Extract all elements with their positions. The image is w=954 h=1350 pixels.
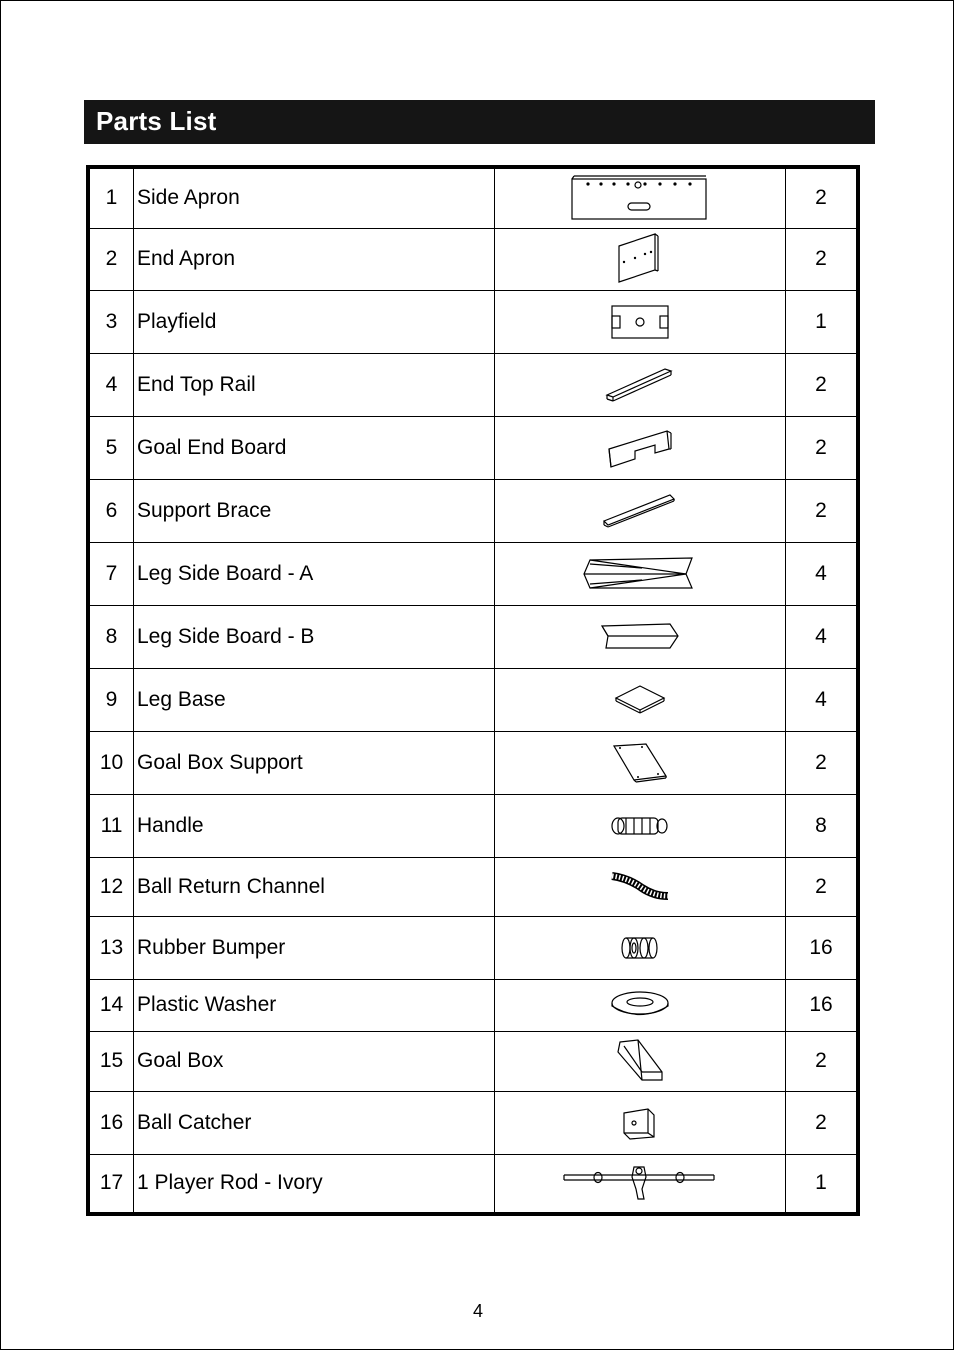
handle-icon	[495, 794, 786, 857]
part-name: Ball Return Channel	[134, 857, 495, 916]
part-name: End Apron	[134, 228, 495, 290]
part-quantity: 2	[786, 228, 859, 290]
ball-return-channel-icon	[495, 857, 786, 916]
part-number: 10	[88, 731, 134, 794]
part-number: 2	[88, 228, 134, 290]
player-rod-icon	[495, 1154, 786, 1214]
goal-box-support-icon	[495, 731, 786, 794]
part-quantity: 4	[786, 605, 859, 668]
part-name: Goal Box	[134, 1031, 495, 1091]
leg-base-icon	[495, 668, 786, 731]
part-name: Ball Catcher	[134, 1091, 495, 1154]
support-brace-icon	[495, 479, 786, 542]
table-row	[88, 353, 858, 416]
part-number: 15	[88, 1031, 134, 1091]
part-quantity: 2	[786, 857, 859, 916]
part-name: Handle	[134, 794, 495, 857]
part-name: Support Brace	[134, 479, 495, 542]
part-name: End Top Rail	[134, 353, 495, 416]
part-name: Playfield	[134, 290, 495, 353]
part-quantity: 16	[786, 916, 859, 979]
part-quantity: 8	[786, 794, 859, 857]
part-quantity: 2	[786, 1031, 859, 1091]
table-row	[88, 605, 858, 668]
parts-table	[86, 165, 860, 1216]
part-name: Goal Box Support	[134, 731, 495, 794]
table-row	[88, 1154, 858, 1214]
part-name: 1 Player Rod - Ivory	[134, 1154, 495, 1214]
end-apron-icon	[495, 228, 786, 290]
goal-end-board-icon	[495, 416, 786, 479]
page-title: Parts List	[96, 106, 217, 136]
table-row	[88, 290, 858, 353]
table-row	[88, 857, 858, 916]
plastic-washer-icon	[495, 979, 786, 1031]
part-name: Plastic Washer	[134, 979, 495, 1031]
part-quantity: 2	[786, 416, 859, 479]
part-quantity: 1	[786, 1154, 859, 1214]
table-row	[88, 979, 858, 1031]
part-name: Leg Base	[134, 668, 495, 731]
table-row	[88, 1031, 858, 1091]
part-number: 7	[88, 542, 134, 605]
table-row	[88, 542, 858, 605]
table-row	[88, 228, 858, 290]
part-quantity: 2	[786, 353, 859, 416]
table-row	[88, 668, 858, 731]
rubber-bumper-icon	[495, 916, 786, 979]
side-apron-icon	[495, 167, 786, 228]
part-number: 3	[88, 290, 134, 353]
table-row	[88, 1091, 858, 1154]
part-number: 4	[88, 353, 134, 416]
part-quantity: 4	[786, 542, 859, 605]
part-number: 17	[88, 1154, 134, 1214]
part-number: 5	[88, 416, 134, 479]
part-number: 8	[88, 605, 134, 668]
part-quantity: 2	[786, 1091, 859, 1154]
part-number: 11	[88, 794, 134, 857]
table-row	[88, 416, 858, 479]
part-number: 13	[88, 916, 134, 979]
table-row	[88, 794, 858, 857]
part-quantity: 1	[786, 290, 859, 353]
part-quantity: 16	[786, 979, 859, 1031]
title-bar	[84, 100, 875, 144]
part-number: 6	[88, 479, 134, 542]
part-number: 9	[88, 668, 134, 731]
part-name: Leg Side Board - A	[134, 542, 495, 605]
leg-side-board-a-icon	[495, 542, 786, 605]
goal-box-icon	[495, 1031, 786, 1091]
part-number: 1	[88, 167, 134, 228]
part-name: Side Apron	[134, 167, 495, 228]
part-name: Leg Side Board - B	[134, 605, 495, 668]
part-quantity: 2	[786, 731, 859, 794]
part-name: Goal End Board	[134, 416, 495, 479]
table-row	[88, 167, 858, 228]
leg-side-board-b-icon	[495, 605, 786, 668]
part-quantity: 2	[786, 479, 859, 542]
ball-catcher-icon	[495, 1091, 786, 1154]
page-number: 4	[472, 1301, 483, 1321]
part-quantity: 4	[786, 668, 859, 731]
part-name: Rubber Bumper	[134, 916, 495, 979]
playfield-icon	[495, 290, 786, 353]
part-number: 14	[88, 979, 134, 1031]
table-row	[88, 731, 858, 794]
part-number: 12	[88, 857, 134, 916]
end-top-rail-icon	[495, 353, 786, 416]
table-row	[88, 479, 858, 542]
table-row	[88, 916, 858, 979]
part-quantity: 2	[786, 167, 859, 228]
part-number: 16	[88, 1091, 134, 1154]
